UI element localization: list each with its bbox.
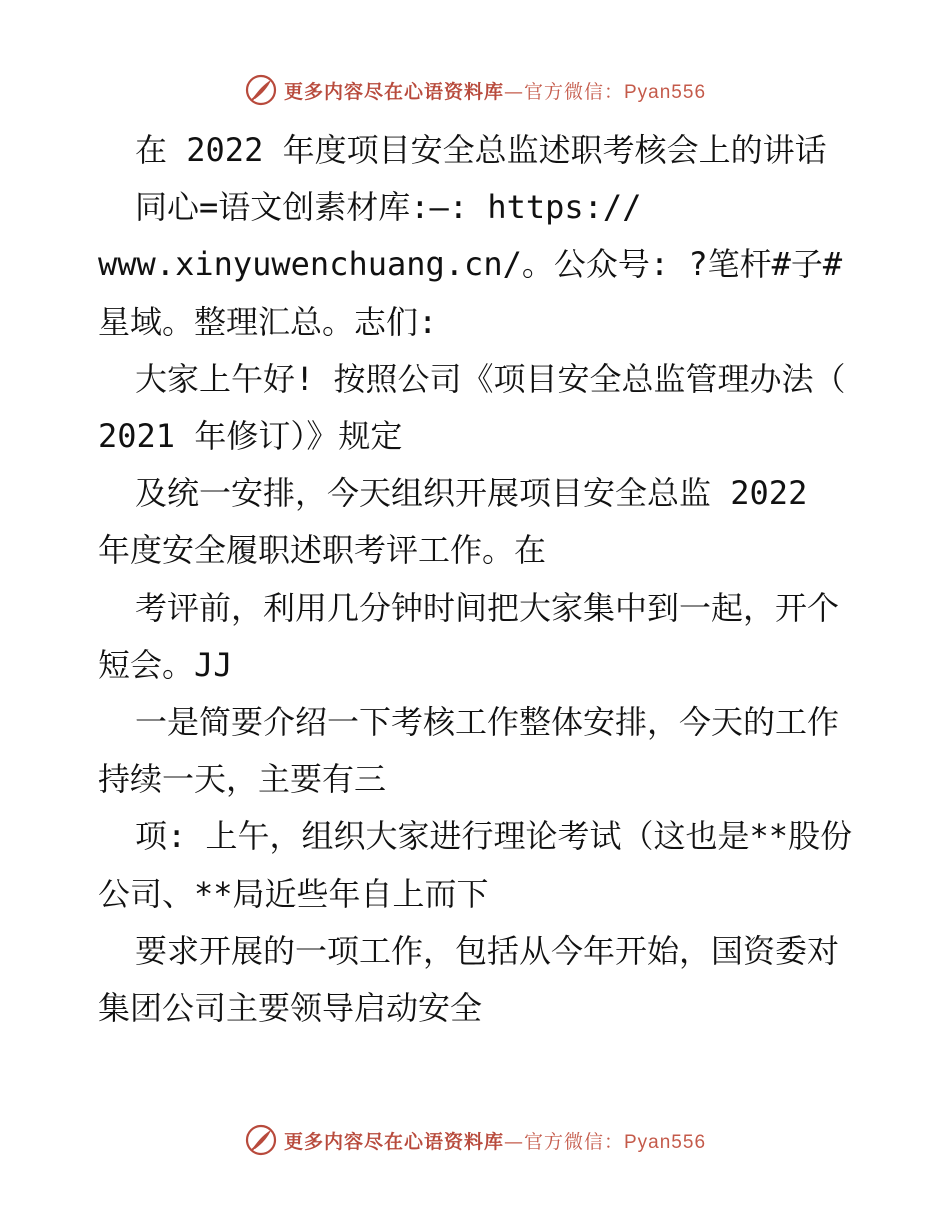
document-body bbox=[98, 122, 858, 1037]
footer-watermark-banner bbox=[0, 1120, 950, 1160]
paragraph: 考评前，利用几分钟时间把大家集中到一起，开个短会。JJ bbox=[98, 588, 840, 684]
banner-main-text: 更多内容尽在心语资料库 bbox=[283, 1130, 504, 1153]
banner-content bbox=[244, 1123, 706, 1157]
banner-official-label: 官方微信： bbox=[523, 1130, 624, 1153]
banner-content bbox=[244, 73, 706, 107]
paragraph: 及统一安排，今天组织开展项目安全总监 2022 年度安全履职述职考评工作。在 bbox=[98, 474, 808, 570]
document-title-line: 在 2022 年度项目安全总监述职考核会上的讲话 bbox=[135, 131, 827, 169]
quill-logo-icon bbox=[244, 1123, 278, 1157]
paragraph: 大家上午好! 按照公司《项目安全总监管理办法（ 2021 年修订）》规定 bbox=[98, 359, 846, 456]
banner-text bbox=[284, 1127, 706, 1154]
paragraph: www.xinyuwenchuang.cn/。公众号: ?笔杆#子#星域。整理汇总。志们: bbox=[98, 245, 843, 341]
banner-official-label: 官方微信： bbox=[523, 80, 624, 103]
banner-main-text: 更多内容尽在心语资料库 bbox=[283, 80, 504, 103]
header-watermark-banner bbox=[0, 70, 950, 110]
quill-logo-icon bbox=[244, 73, 278, 107]
paragraph: 一是简要介绍一下考核工作整体安排，今天的工作持续一天，主要有三 bbox=[98, 703, 840, 799]
paragraph: 同心=语文创素材库:—: https:// bbox=[135, 188, 642, 227]
banner-dash: — bbox=[503, 1130, 524, 1153]
paragraph: 项: 上午，组织大家进行理论考试（这也是**股份公司、**局近些年自上而下 bbox=[98, 817, 853, 913]
paragraph: 要求开展的一项工作，包括从今年开始，国资委对集团公司主要领导启动安全 bbox=[98, 931, 840, 1028]
banner-text bbox=[284, 77, 706, 104]
banner-wechat-id: Pyan556 bbox=[624, 1131, 707, 1153]
banner-dash: — bbox=[503, 80, 524, 103]
banner-wechat-id: Pyan556 bbox=[624, 81, 707, 103]
